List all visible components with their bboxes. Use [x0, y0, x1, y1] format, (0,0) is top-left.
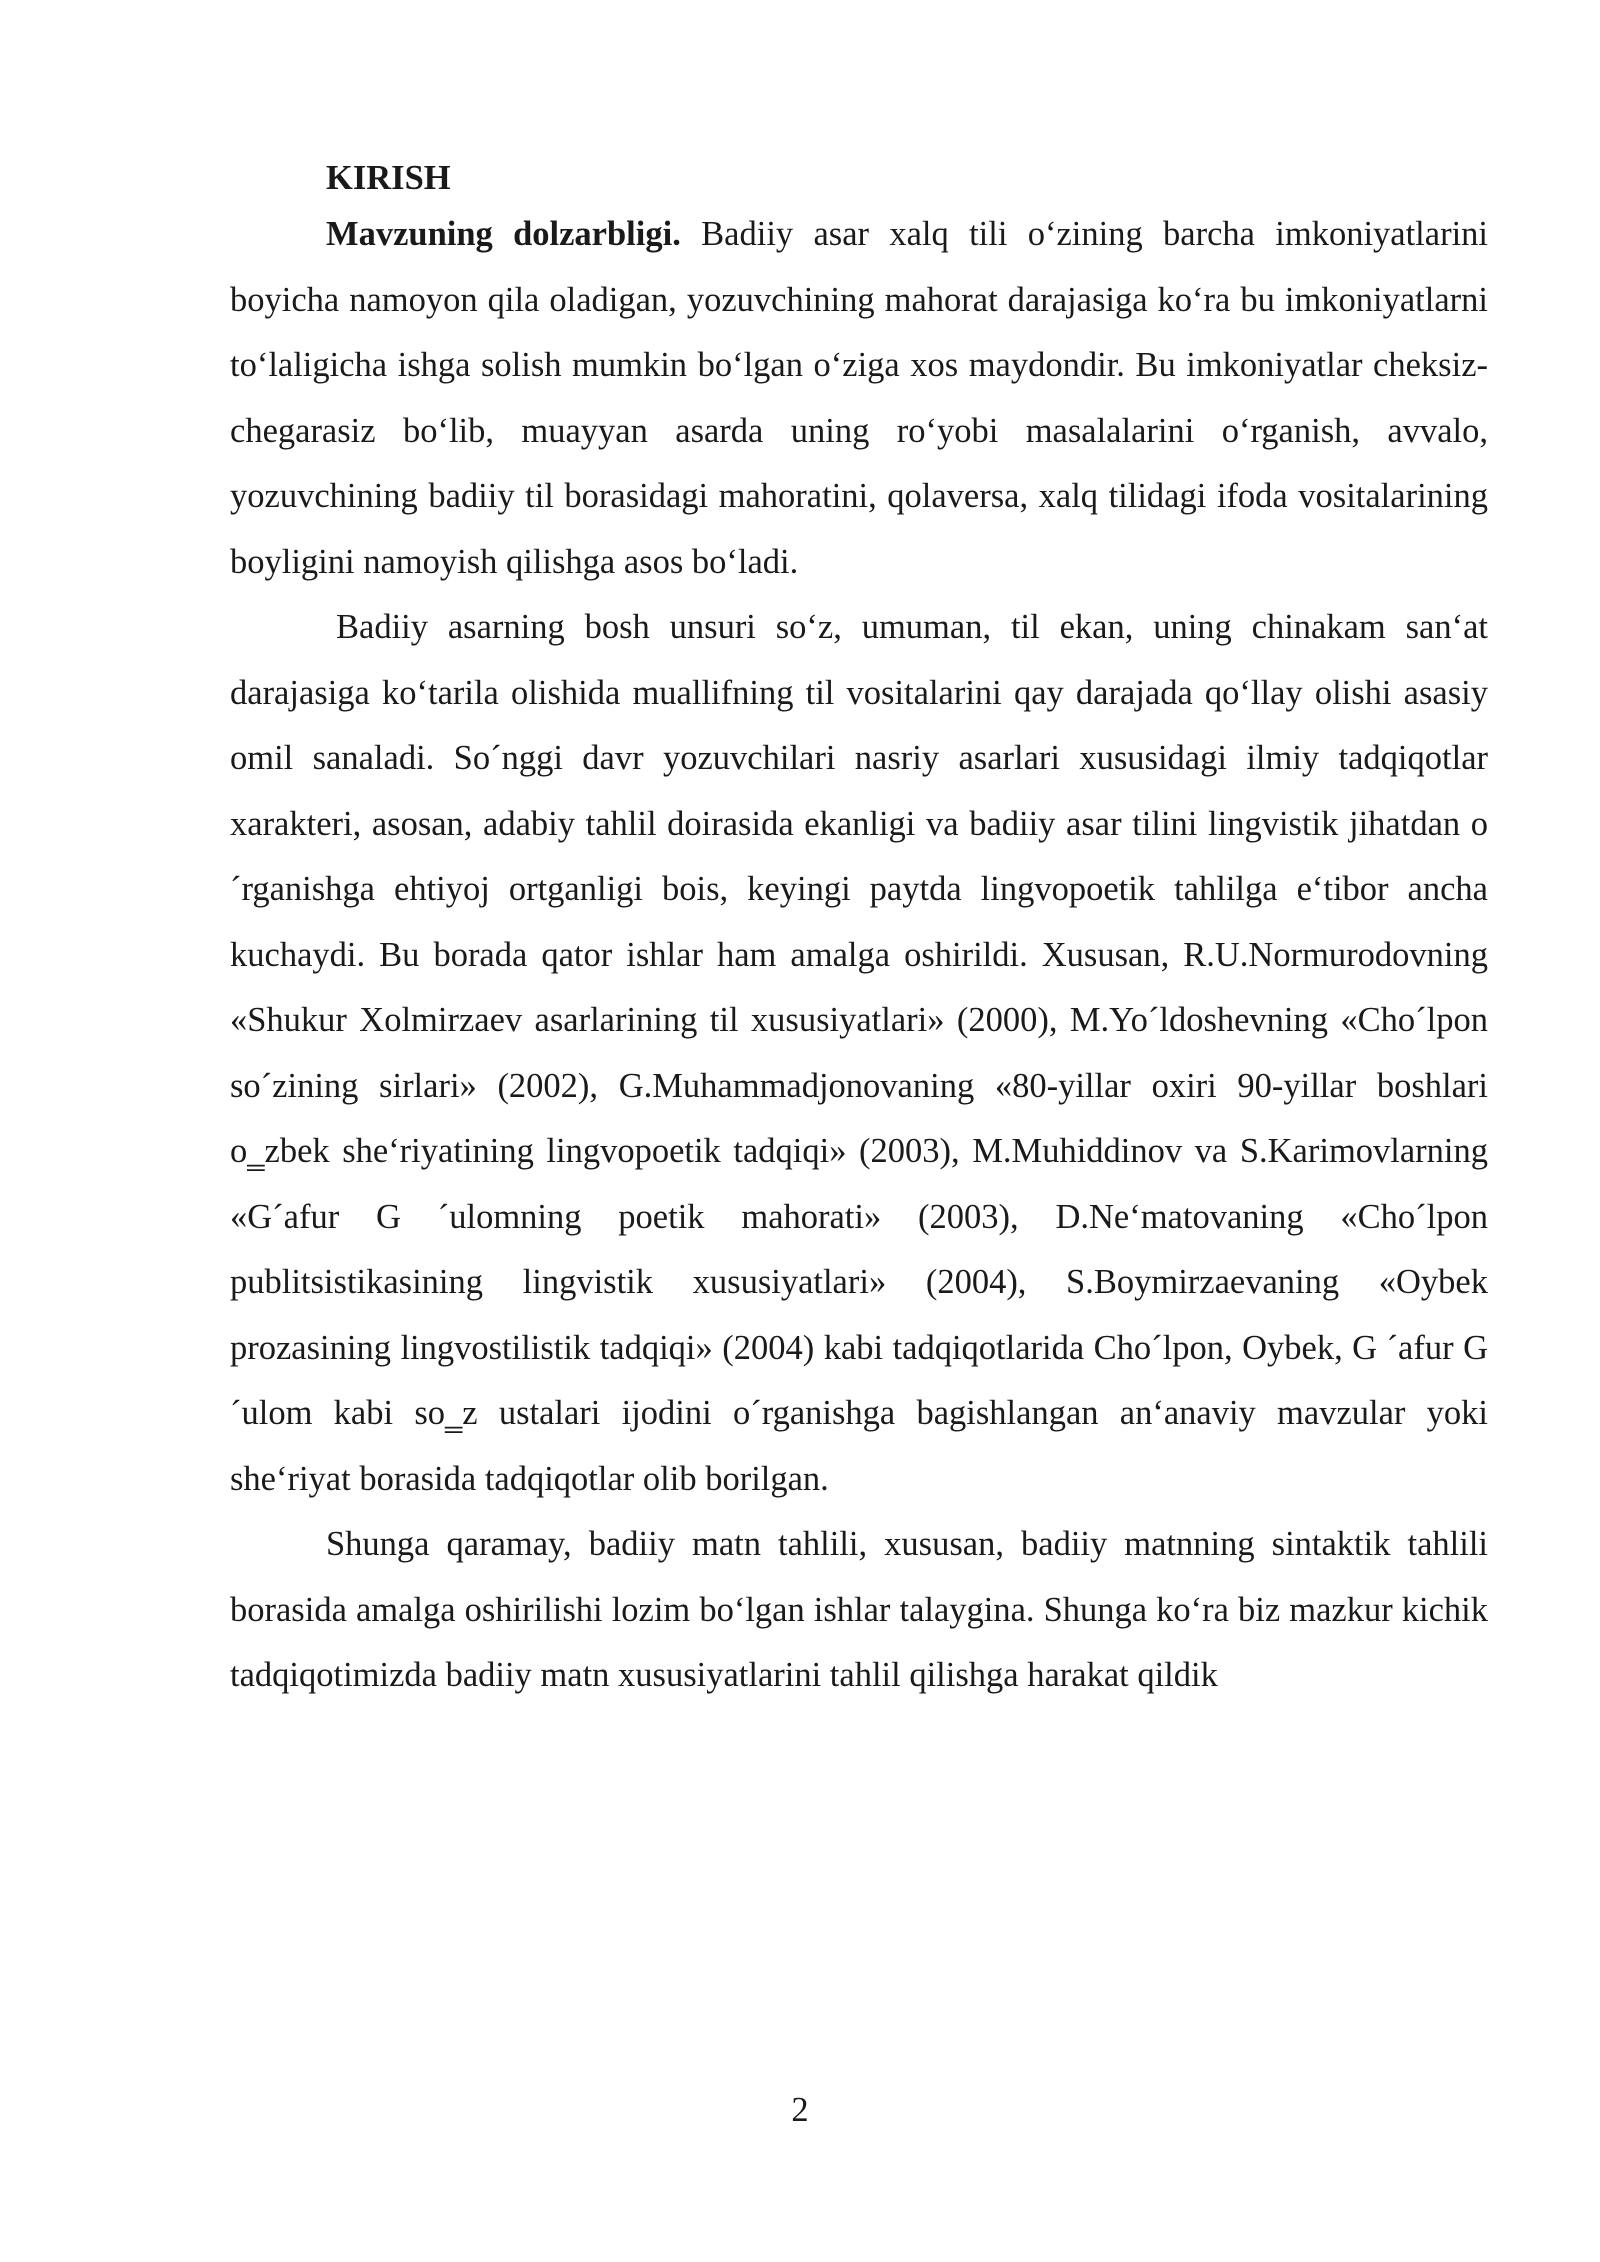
page-body	[230, 152, 1488, 1709]
page-number: 2	[791, 2091, 809, 2129]
paragraph-lead-title: Mavzuning dolzarbligi.	[326, 215, 681, 253]
paragraph-research-review: Badiiy asarning bosh unsuri so‘z, umuman, til ekan, uning chinakam san‘at darajasiga ko‘tarila olishida muallifning til vositalarini qay darajada qo‘llay olishi asasiy omil sanaladi. So´nggi davr yozuvchilari nasriy asarlari xususidagi ilmiy tadqiqotlar xarakteri, asosan, adabiy tahlil doirasida ekanligi va badiiy asar tilini lingvistik jihatdan o´rganishga ehtiyoj ortganligi bois, keyingi paytda lingvopoetik tahlilga e‘tibor ancha kuchaydi. Bu borada qator ishlar ham amalga oshirildi. Xususan, R.U.Normurodovning «Shukur Xolmirzaev asarlarining til xususiyatlari» (2000), M.Yo´ldoshevning «Cho´lpon so´zining sirlari» (2002), G.Muhammadjonovaning «80-yillar oxiri 90-yillar boshlari o‗zbek she‘riyatining lingvopoetik tadqiqi» (2003), M.Muhiddinov va S.Karimovlarning «G´afur G ´ulomning poetik mahorati» (2003), D.Ne‘matovaning «Cho´lpon publitsistikasining lingvistik xususiyatlari» (2004), S.Boymirzaevaning «Oybek prozasining lingvostilistik tadqiqi» (2004) kabi tadqiqotlarida Cho´lpon, Oybek, G ´afur G´ulom kabi so‗z ustalari ijodini o´rganishga bagishlangan an‘anaviy mavzular yoki she‘riyat borasida tadqiqotlar olib borilgan.	[230, 608, 1488, 1498]
paragraph-conclusion: Shunga qaramay, badiiy matn tahlili, xususan, badiiy matnning sintaktik tahlili borasida amalga oshirilishi lozim bo‘lgan ishlar talaygina. Shunga ko‘ra biz mazkur kichik tadqiqotimizda badiiy matn xususiyatlarini tahlil qilishga harakat qildik	[230, 1525, 1488, 1694]
section-heading: KIRISH	[326, 159, 451, 197]
paragraph-relevance	[230, 202, 1488, 595]
paragraph-relevance-text: Badiiy asar xalq tili o‘zining barcha imkoniyatlarini boyicha namoyon qila oladigan, yozuvchining mahorat darajasiga ko‘ra bu imkoniyatlarni to‘laligicha ishga solish mumkin bo‘lgan o‘ziga xos maydondir. Bu imkoniyatlar cheksiz-chegarasiz bo‘lib, muayyan asarda uning ro‘yobi masalalarini o‘rganish, avvalo, yozuvchining badiiy til borasidagi mahoratini, qolaversa, xalq tilidagi ifoda vositalarining boyligini namoyish qilishga asos bo‘ladi.	[230, 215, 1488, 581]
